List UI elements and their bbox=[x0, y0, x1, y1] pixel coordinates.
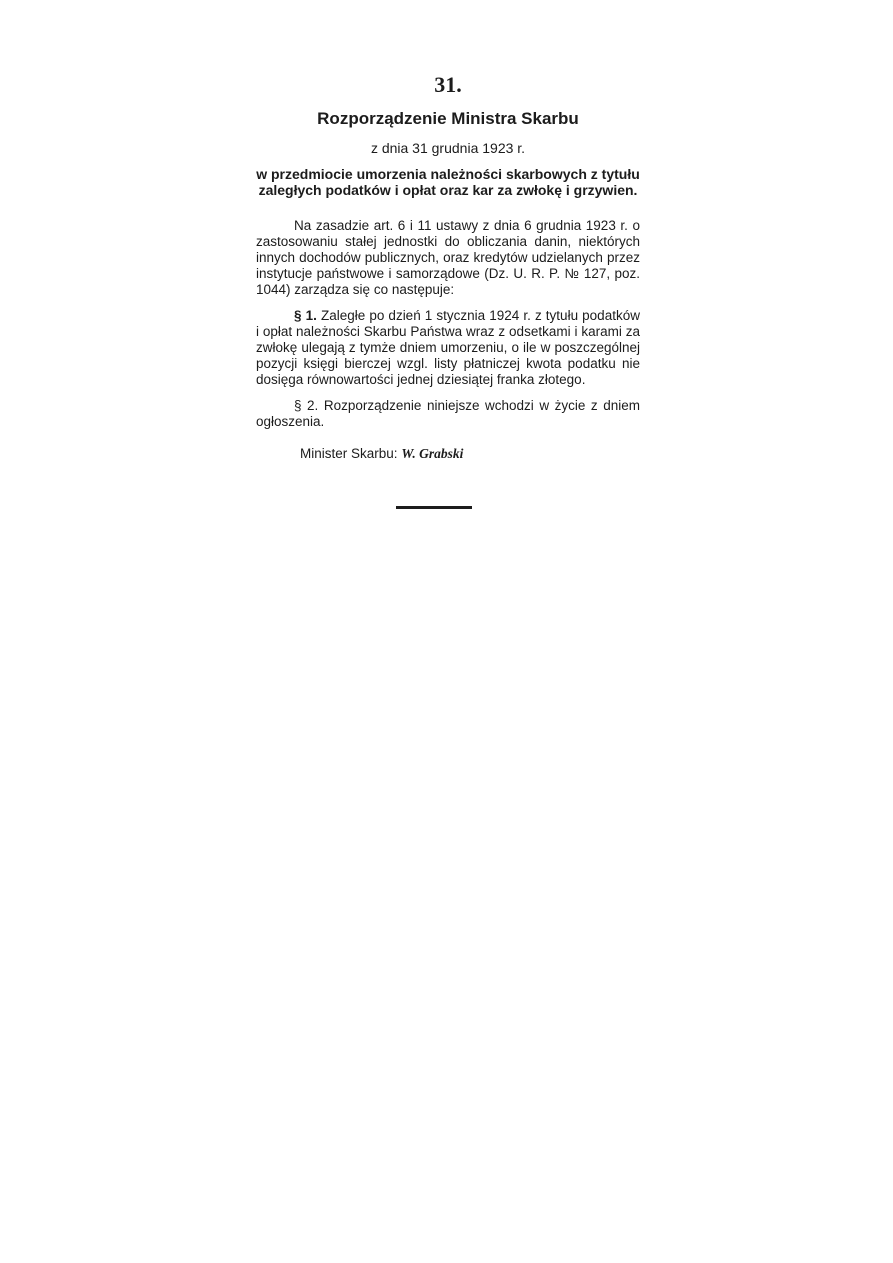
preamble-paragraph: Na zasadzie art. 6 i 11 ustawy z dnia 6 grudnia 1923 r. o zastosowaniu stałej jednostki do obliczania danin, niektórych innych dochodów publicznych, oraz kredytów udzielanych przez instytucje państwowe i samorządowe (Dz. U. R. P. № 127, poz. 1044) zarządza się co następuje: bbox=[256, 218, 640, 297]
section-2-label: § 2. bbox=[294, 398, 319, 413]
section-1-text: Zaległe po dzień 1 stycznia 1924 r. z tytułu podatków i opłat należności Skarbu Państwa wraz z odsetkami i karami za zwłokę ulegają z tymże dniem umorzeniu, o ile w poszczególnej pozycji księgi bierczej wzgl. listy płatniczej kwota podatku nie dosięga równowartości jednej dziesiątej franka złotego. bbox=[256, 308, 640, 387]
signature-label: Minister Skarbu: bbox=[300, 446, 398, 461]
document-subject: w przedmiocie umorzenia należności skarbowych z tytułu zaległych podatków i opłat oraz kar za zwłokę i grzywien. bbox=[256, 166, 640, 198]
closing-rule bbox=[396, 506, 472, 509]
document-number: 31. bbox=[434, 72, 462, 97]
section-1-paragraph bbox=[256, 308, 640, 388]
section-2-paragraph bbox=[256, 398, 640, 430]
document-date: z dnia 31 grudnia 1923 r. bbox=[370, 140, 526, 156]
signature-name: W. Grabski bbox=[401, 446, 464, 461]
document-title: Rozporządzenie Ministra Skarbu bbox=[317, 109, 579, 128]
signature bbox=[256, 446, 640, 462]
section-1-label: § 1. bbox=[294, 308, 317, 323]
section-2-text: Rozporządzenie niniejsze wchodzi w życie z dniem ogłoszenia. bbox=[256, 398, 640, 429]
document bbox=[256, 72, 640, 509]
